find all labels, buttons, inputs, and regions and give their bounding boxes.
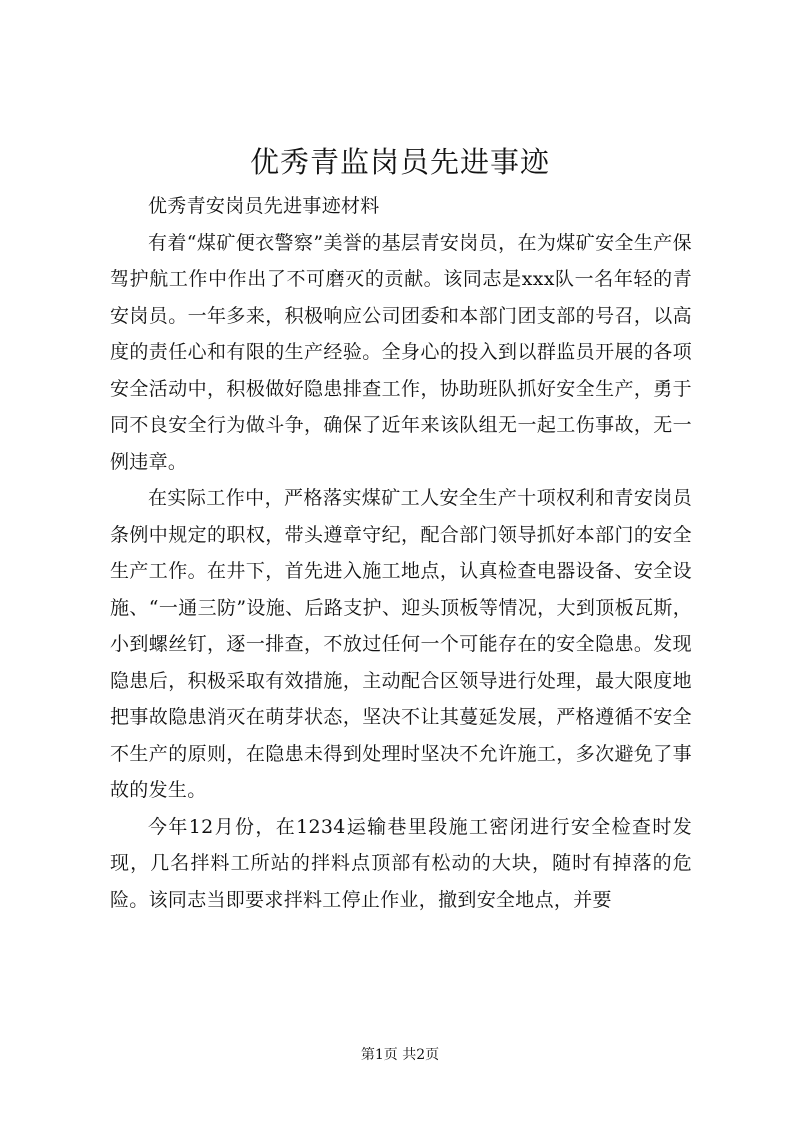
document-title: 优秀青监岗员先进事迹 <box>249 145 550 179</box>
paragraph-3: 今年12月份，在1234运输巷里段施工密闭进行安全检查时发现，几名拌料工所站的拌料点顶部有松动的大块，随时有掉落的危险。该同志当即要求拌料工停止作业，撤到安全地点，并要 <box>110 815 692 911</box>
document-subtitle: 优秀青安岗员先进事迹材料 <box>148 195 380 217</box>
paragraph-2: 在实际工作中，严格落实煤矿工人安全生产十项权利和青安岗员条例中规定的职权，带头遵章守纪，配合部门领导抓好本部门的安全生产工作。在井下，首先进入施工地点，认真检查电器设备、安全设施、“一通三防”设施、后路支护、迎头顶板等情况，大到顶板瓦斯，小到螺丝钉，逐一排查，不放过任何一个可能存在的安全隐患。发现隐患后，积极采取有效措施，主动配合区领导进行处理，最大限度地把事故隐患消灭在萌芽状态，坚决不让其蔓延发展，严格遵循不安全不生产的原则，在隐患未得到处理时坚决不允许施工，多次避免了事故的发生。 <box>110 487 692 801</box>
document-body <box>110 188 692 918</box>
page-indicator: 第1页 共2页 <box>360 1047 440 1063</box>
page-footer <box>0 1045 800 1065</box>
paragraph-1: 有着“煤矿便衣警察”美誉的基层青安岗员，在为煤矿安全生产保驾护航工作中作出了不可磨灭的贡献。该同志是xxx队一名年轻的青安岗员。一年多来，积极响应公司团委和本部门团支部的号召，以高度的责任心和有限的生产经验。全身心的投入到以群监员开展的各项安全活动中，积极做好隐患排查工作，协助班队抓好安全生产，勇于同不良安全行为做斗争，确保了近年来该队组无一起工伤事故，无一例违章。 <box>110 231 692 473</box>
